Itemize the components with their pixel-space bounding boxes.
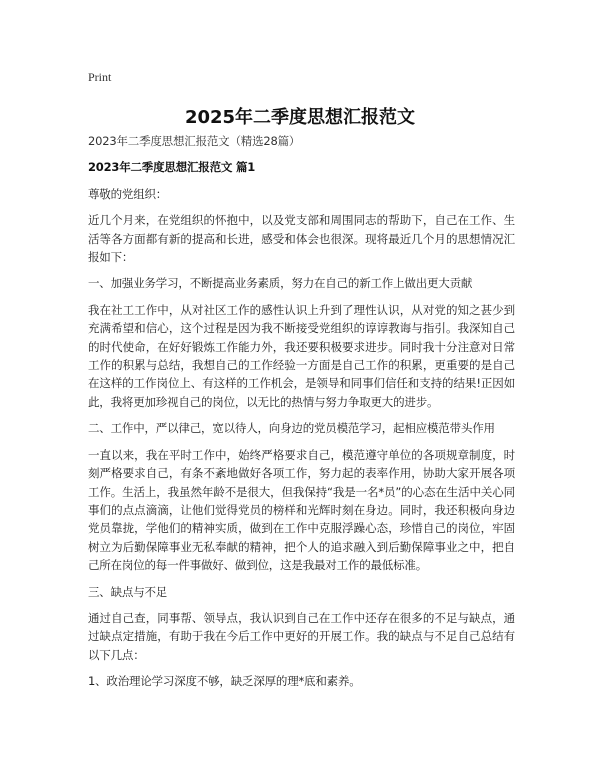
print-link[interactable]: Print — [88, 70, 112, 84]
point-paragraph-3: 通过自己查，同事帮、领导点，我认识到自己在工作中还存在很多的不足与缺点，通过缺点定措施，有助于我在今后工作中更好的开展工作。我的缺点与不足自己总结有以下几点： — [88, 610, 515, 662]
document-body — [88, 132, 515, 699]
page-title: 2025年二季度思想汇报范文 — [184, 107, 416, 128]
document-subtitle: 2023年二季度思想汇报范文（精选28篇） — [88, 134, 301, 148]
point-paragraph-1: 我在社工工作中，从对社区工作的感性认识上升到了理性认识，从对党的知之甚少到充满希望和信心，这个过程是因为我不断接受党组织的谆谆教诲与指引。我深知自己的时代使命，在好好锻炼工作能力外，我还要积极要求进步。同时我十分注意对日常工作的积累与总结，我想自己的工作经验一方面是自己工作的积累，更重要的是自己在这样的工作岗位上、有这样的工作机会，是领导和同事们信任和支持的结果!正因如此，我将更加珍视自己的岗位，以无比的热情与努力争取更大的进步。 — [88, 302, 515, 409]
point-paragraph-2: 一直以来，我在平时工作中，始终严格要求自己，模范遵守单位的各项规章制度，时刻严格要求自己，有条不紊地做好各项工作，努力起的表率作用，协助大家开展各项工作。生活上，我虽然年龄不是很大，但我保持“我是一名*员”的心态在生活中关心同事们的点点滴滴，让他们觉得党员的榜样和光辉时刻在身边。同时，我还积极向身边党员靠拢，学他们的精神实质，做到在工作中克服浮躁心态，珍惜自己的岗位，牢固树立为后勤保障事业无私奉献的精神，把个人的追求融入到后勤保障事业之中，把自己所在岗位的每一件事做好、做到位，这是我最对工作的最低标准。 — [88, 447, 515, 573]
intro-paragraph: 近几个月来，在党组织的怀抱中，以及党支部和周围同志的帮助下，自己在工作、生活等各方面都有新的提高和长进，感受和体会也很深。现将最近几个月的思想情况汇报如下： — [88, 213, 515, 265]
point-heading-2: 二、工作中，严以律己，宽以待人，向身边的党员模范学习，起相应模范带头作用 — [88, 421, 495, 436]
point-heading-3: 三、缺点与不足 — [88, 584, 168, 599]
deficiency-item-1: 1、政治理论学习深度不够，缺乏深厚的理*底和素养。 — [88, 674, 361, 689]
point-heading-1: 一、加强业务学习，不断提高业务素质，努力在自己的新工作上做出更大贡献 — [88, 276, 473, 291]
salutation: 尊敬的党组织： — [88, 186, 168, 201]
section-heading: 2023年二季度思想汇报范文 篇1 — [88, 160, 256, 175]
